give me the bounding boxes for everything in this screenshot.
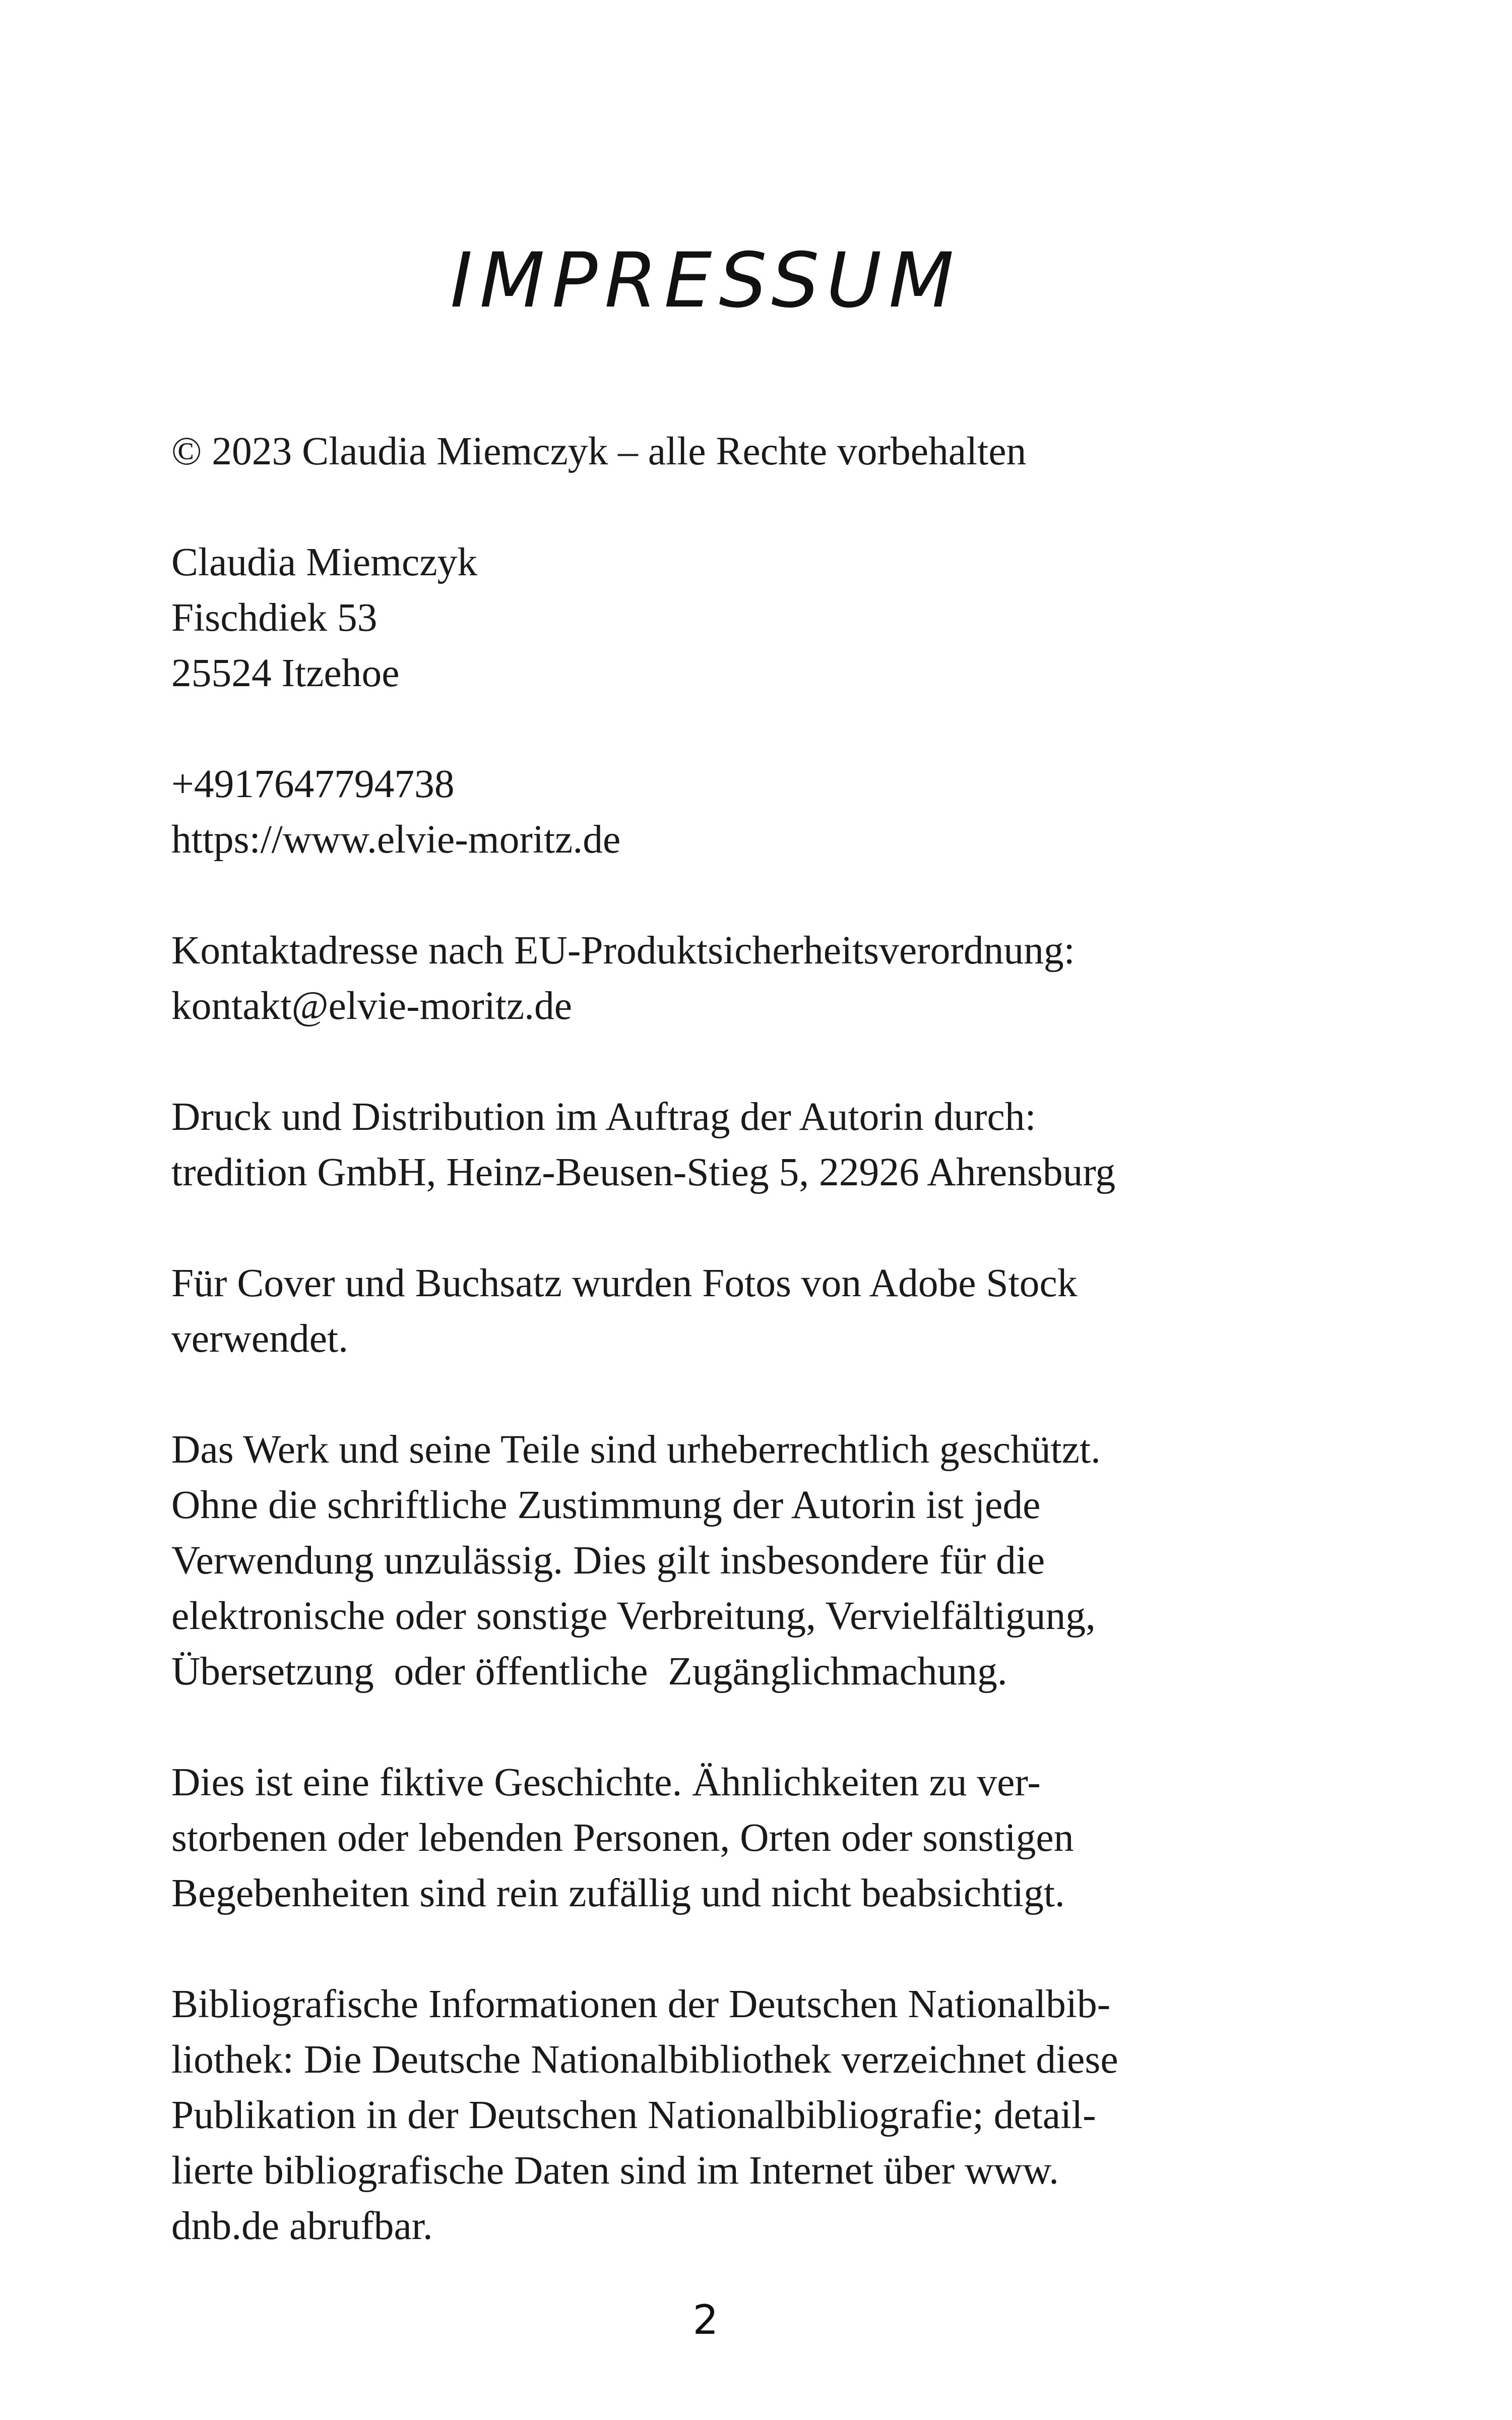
notice-line: elektronische oder sonstige Verbreitung, Vervielfältigung, (171, 1594, 1096, 1638)
bibliographic-line: lierte bibliografische Daten sind im Internet über www. (171, 2148, 1059, 2193)
photo-credit-line: Für Cover und Buchsatz wurden Fotos von Adobe Stock (171, 1261, 1078, 1305)
bibliographic-line: Publikation in der Deutschen Nationalbibliografie; detail- (171, 2093, 1096, 2137)
print-line: tredition GmbH, Heinz-Beusen-Stieg 5, 22926 Ahrensburg (171, 1150, 1116, 1194)
phone-number: +4917647794738 (171, 762, 455, 806)
bibliographic-line: Bibliografische Informationen der Deutschen Nationalbib- (171, 1982, 1111, 2026)
fiction-line: Dies ist eine fiktive Geschichte. Ähnlichkeiten zu ver- (171, 1760, 1041, 1804)
copyright-line: © 2023 Claudia Miemczyk – alle Rechte vorbehalten (171, 429, 1027, 473)
address-city: 25524 Itzehoe (171, 651, 400, 695)
bibliographic-line: liothek: Die Deutsche Nationalbibliothek verzeichnet diese (171, 2037, 1118, 2082)
notice-line: Verwendung unzulässig. Dies gilt insbesondere für die (171, 1538, 1045, 1583)
safety-contact-block (171, 923, 1462, 1034)
contact-block (171, 756, 1462, 867)
print-line: Druck und Distribution im Auftrag der Autorin durch: (171, 1095, 1036, 1139)
address-street: Fischdiek 53 (171, 595, 377, 640)
page-number: 2 (692, 2296, 719, 2343)
safety-contact-label: Kontaktadresse nach EU-Produktsicherheitsverordnung: (171, 928, 1075, 973)
print-distribution-block (171, 1089, 1462, 1200)
imprint-body (171, 424, 1462, 2309)
bibliographic-line: dnb.de abrufbar. (171, 2204, 433, 2248)
copyright-block (171, 424, 1462, 479)
bibliographic-block (171, 1976, 1462, 2254)
safety-contact-email: kontakt@elvie-moritz.de (171, 984, 573, 1028)
author-name: Claudia Miemczyk (171, 540, 478, 584)
page-title: IMPRESSUM (450, 237, 961, 325)
copyright-notice-block (171, 1422, 1462, 1699)
fiction-line: Begebenheiten sind rein zufällig und nicht beabsichtigt. (171, 1871, 1065, 1915)
photo-credit-block (171, 1255, 1462, 1366)
fiction-line: storbenen oder lebenden Personen, Orten oder sonstigen (171, 1816, 1074, 1860)
notice-line: Das Werk und seine Teile sind urheberrechtlich geschützt. (171, 1427, 1101, 1472)
notice-line: Ohne die schriftliche Zustimmung der Autorin ist jede (171, 1483, 1041, 1527)
fiction-notice-block (171, 1754, 1462, 1921)
address-block (171, 534, 1462, 701)
notice-line: Übersetzung oder öffentliche Zugänglichmachung. (171, 1649, 1007, 1693)
website-text: https://www.elvie-moritz.de (171, 817, 621, 862)
photo-credit-line: verwendet. (171, 1316, 348, 1361)
